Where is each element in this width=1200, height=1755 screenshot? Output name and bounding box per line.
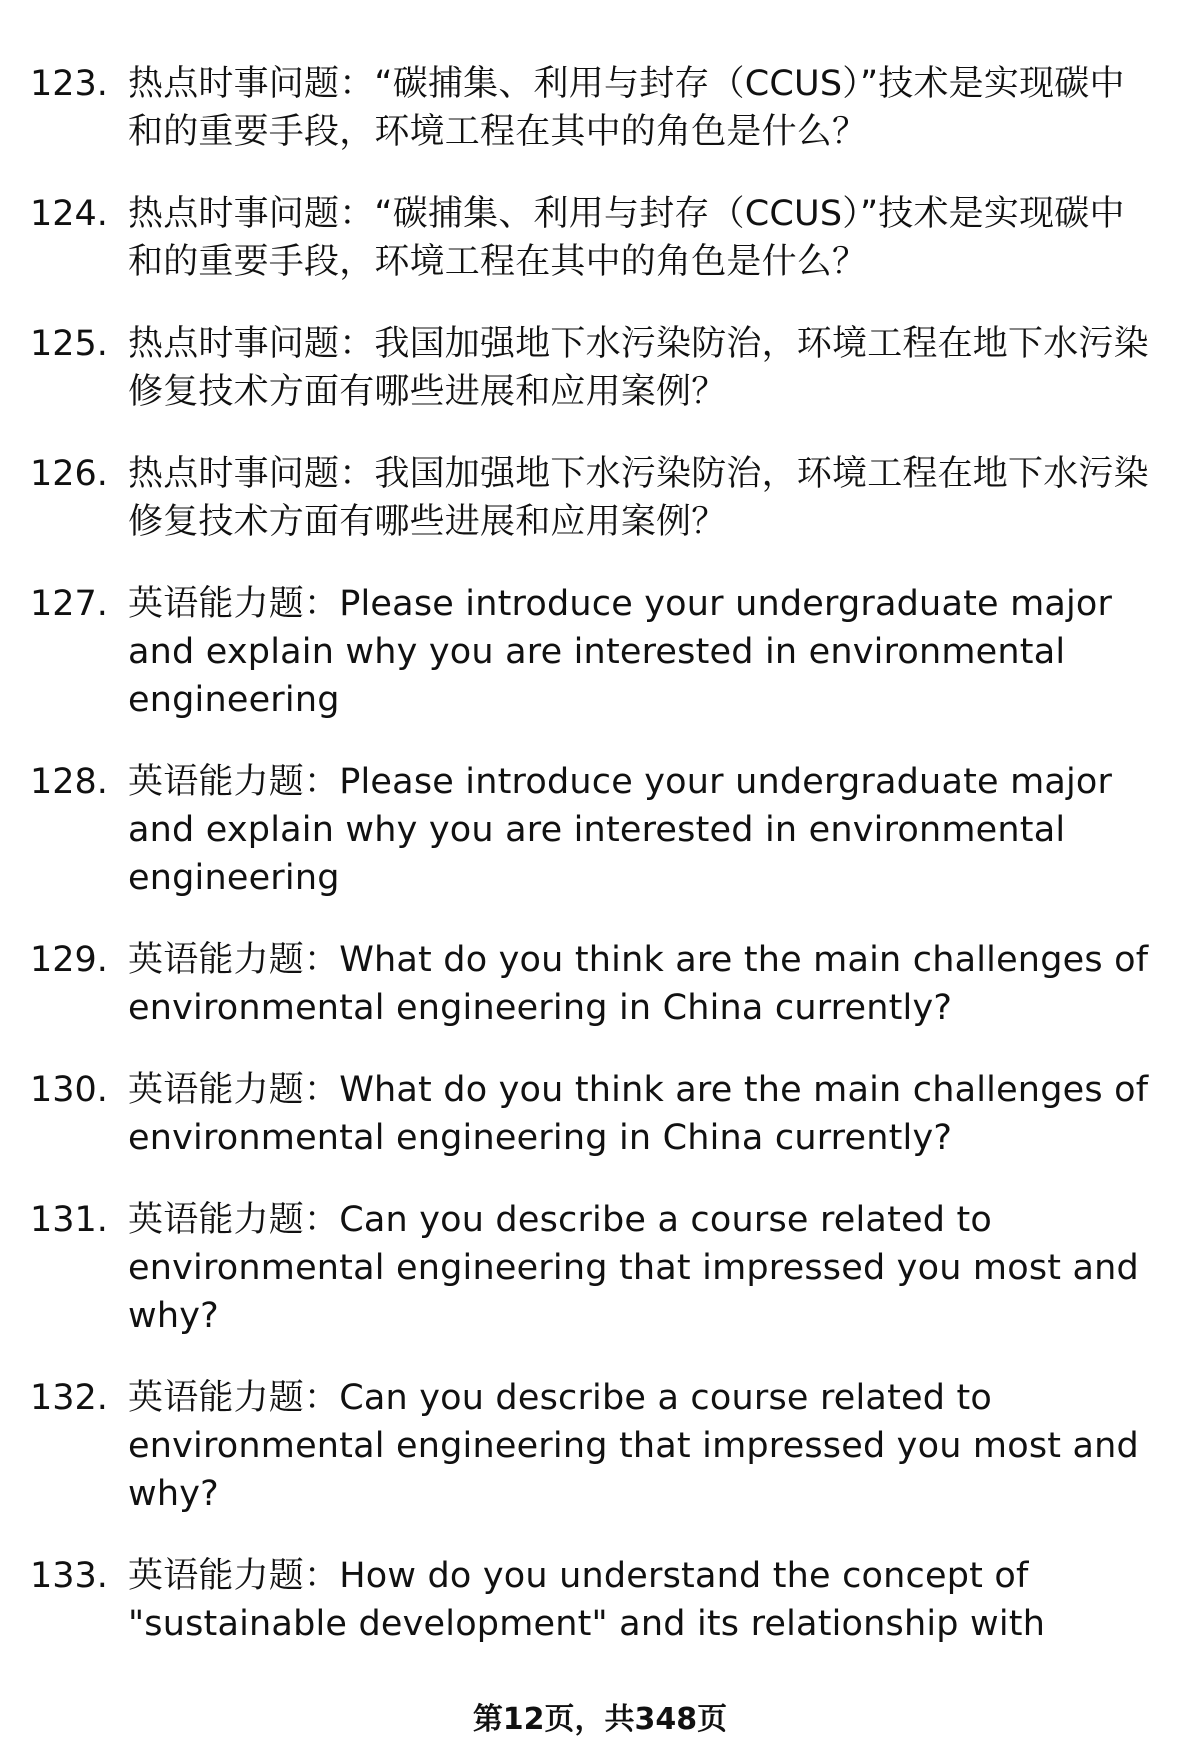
question-text-block [128, 1196, 1150, 1340]
question-category: 英语能力题： [128, 762, 340, 802]
question-text-block [128, 580, 1150, 724]
question-number: 130. [30, 1070, 108, 1110]
question-text-block [128, 60, 1150, 156]
question-text: 我国加强地下水污染防治，环境工程在地下水污染修复技术方面有哪些进展和应用案例？ [128, 454, 1149, 542]
question-category: 英语能力题： [128, 940, 340, 980]
question-category: 热点时事问题： [128, 324, 375, 364]
question-text-block [128, 190, 1150, 286]
question-category: 英语能力题： [128, 584, 340, 624]
question-category: 热点时事问题： [128, 454, 375, 494]
question-number: 125. [30, 324, 108, 364]
question-item [30, 60, 1150, 156]
question-item [30, 1196, 1150, 1340]
question-text-block [128, 450, 1150, 546]
question-text-block [128, 320, 1150, 416]
question-text: Please introduce your undergraduate major and explain why you are interested in environmental engineering [128, 584, 1113, 720]
question-text-block [128, 758, 1150, 902]
question-item [30, 1552, 1150, 1648]
question-text: What do you think are the main challenges of environmental engineering in China currently? [128, 940, 1149, 1028]
question-item [30, 450, 1150, 546]
question-item [30, 580, 1150, 724]
question-text-block [128, 1374, 1150, 1518]
question-text: 我国加强地下水污染防治，环境工程在地下水污染修复技术方面有哪些进展和应用案例？ [128, 324, 1149, 412]
question-list [30, 60, 1150, 1682]
question-text: “碳捕集、利用与封存（CCUS）”技术是实现碳中和的重要手段，环境工程在其中的角色是什么？ [128, 194, 1125, 282]
question-number: 123. [30, 64, 108, 104]
question-category: 英语能力题： [128, 1556, 340, 1596]
page-number-label: 第12页，共348页 [472, 1702, 728, 1737]
question-number: 126. [30, 454, 108, 494]
question-category: 英语能力题： [128, 1378, 340, 1418]
question-category: 热点时事问题： [128, 194, 375, 234]
question-number: 124. [30, 194, 108, 234]
question-text: Please introduce your undergraduate major and explain why you are interested in environmental engineering [128, 762, 1113, 898]
question-text: “碳捕集、利用与封存（CCUS）”技术是实现碳中和的重要手段，环境工程在其中的角色是什么？ [128, 64, 1125, 152]
question-text: How do you understand the concept of "sustainable development" and its relationship with [128, 1556, 1046, 1644]
question-text: Can you describe a course related to environmental engineering that impressed you most and why? [128, 1378, 1139, 1514]
question-category: 热点时事问题： [128, 64, 375, 104]
question-text-block [128, 936, 1150, 1032]
question-text-block [128, 1066, 1150, 1162]
question-number: 133. [30, 1556, 108, 1596]
question-item [30, 936, 1150, 1032]
question-number: 131. [30, 1200, 108, 1240]
question-number: 127. [30, 584, 108, 624]
question-item [30, 758, 1150, 902]
question-category: 英语能力题： [128, 1200, 340, 1240]
question-category: 英语能力题： [128, 1070, 340, 1110]
question-number: 129. [30, 940, 108, 980]
question-item [30, 320, 1150, 416]
question-item [30, 1066, 1150, 1162]
question-number: 128. [30, 762, 108, 802]
question-number: 132. [30, 1378, 108, 1418]
page-footer [0, 1700, 1200, 1740]
question-item [30, 190, 1150, 286]
question-text: Can you describe a course related to environmental engineering that impressed you most and why? [128, 1200, 1139, 1336]
question-text: What do you think are the main challenges of environmental engineering in China currently? [128, 1070, 1149, 1158]
question-item [30, 1374, 1150, 1518]
question-text-block [128, 1552, 1150, 1648]
